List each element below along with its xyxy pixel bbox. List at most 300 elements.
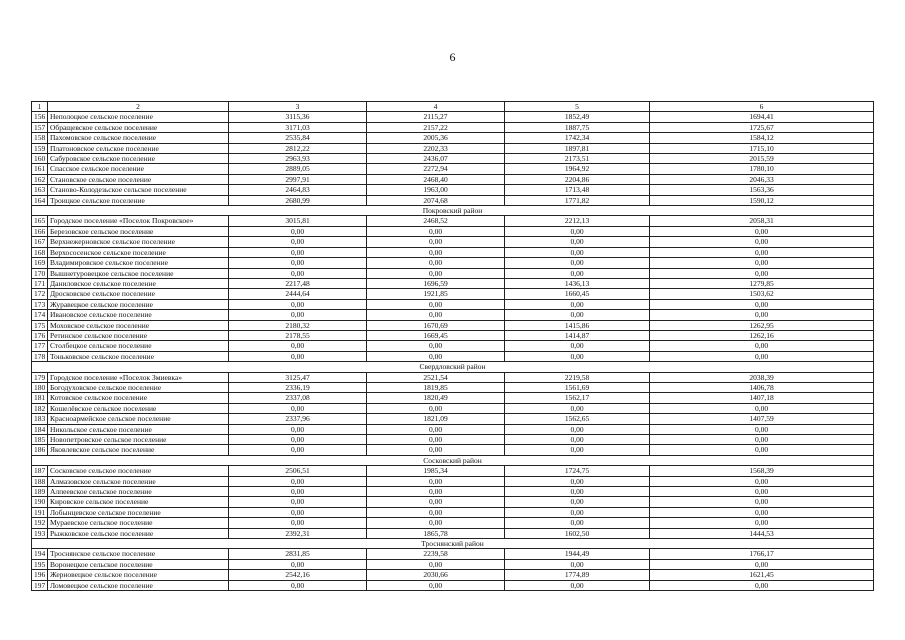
- value-col-5: 0,00: [505, 258, 650, 268]
- value-col-4: 1865,78: [367, 528, 505, 538]
- value-col-4: 2202,33: [367, 143, 505, 153]
- value-col-3: 0,00: [229, 268, 367, 278]
- value-col-4: 0,00: [367, 247, 505, 257]
- value-col-6: 1694,41: [650, 112, 874, 122]
- row-index: 175: [32, 320, 48, 330]
- settlement-name: Столбецкое сельское поселение: [48, 341, 229, 351]
- row-index: 177: [32, 341, 48, 351]
- row-index: 174: [32, 310, 48, 320]
- value-col-5: 0,00: [505, 247, 650, 257]
- value-col-6: 0,00: [650, 559, 874, 569]
- value-col-3: 0,00: [229, 580, 367, 590]
- row-index: 170: [32, 268, 48, 278]
- value-col-5: 1414,87: [505, 330, 650, 340]
- table-row: [32, 185, 874, 195]
- row-index: 168: [32, 247, 48, 257]
- value-col-4: 0,00: [367, 580, 505, 590]
- table-row: [32, 247, 874, 257]
- value-col-3: 2812,22: [229, 143, 367, 153]
- value-col-6: 1407,18: [650, 393, 874, 403]
- value-col-6: 1262,95: [650, 320, 874, 330]
- value-col-5: 1660,45: [505, 289, 650, 299]
- settlement-name: Ломовецкое сельское поселение: [48, 580, 229, 590]
- table-row: [32, 268, 874, 278]
- value-col-5: 0,00: [505, 487, 650, 497]
- value-col-6: 1780,10: [650, 164, 874, 174]
- value-col-4: 1820,49: [367, 393, 505, 403]
- value-col-5: 1887,75: [505, 122, 650, 132]
- value-col-6: 0,00: [650, 403, 874, 413]
- table-row: [32, 382, 874, 392]
- settlement-name: Обращевское сельское поселение: [48, 122, 229, 132]
- settlement-name: Мураевское сельское поселение: [48, 518, 229, 528]
- value-col-3: 0,00: [229, 299, 367, 309]
- value-col-3: 0,00: [229, 341, 367, 351]
- row-index: 183: [32, 414, 48, 424]
- value-col-5: 0,00: [505, 237, 650, 247]
- table-row: [32, 403, 874, 413]
- value-col-5: 0,00: [505, 435, 650, 445]
- value-col-3: 2535,84: [229, 133, 367, 143]
- table-row: [32, 164, 874, 174]
- value-col-6: 1766,17: [650, 549, 874, 559]
- table-row: [32, 237, 874, 247]
- settlement-name: Котовское сельское поселение: [48, 393, 229, 403]
- value-col-4: 1821,09: [367, 414, 505, 424]
- value-col-5: 1771,82: [505, 195, 650, 205]
- table-row: [32, 445, 874, 455]
- value-col-4: 0,00: [367, 507, 505, 517]
- region-header-row: [32, 362, 874, 372]
- value-col-4: 2468,52: [367, 216, 505, 226]
- settlement-name: Воронецкое сельское поселение: [48, 559, 229, 569]
- row-index: 190: [32, 497, 48, 507]
- row-index: 181: [32, 393, 48, 403]
- value-col-4: 2115,27: [367, 112, 505, 122]
- value-col-4: 0,00: [367, 310, 505, 320]
- value-col-3: 0,00: [229, 351, 367, 361]
- value-col-3: 3015,81: [229, 216, 367, 226]
- table-row: [32, 570, 874, 580]
- table-row: [32, 435, 874, 445]
- value-col-6: 2015,59: [650, 154, 874, 164]
- value-col-5: 0,00: [505, 445, 650, 455]
- settlement-name: Верхососенское сельское поселение: [48, 247, 229, 257]
- row-index: 172: [32, 289, 48, 299]
- row-index: 179: [32, 372, 48, 382]
- value-col-5: 1602,50: [505, 528, 650, 538]
- value-col-6: 0,00: [650, 247, 874, 257]
- settlement-name: Верхнежерновское сельское поселение: [48, 237, 229, 247]
- row-index: 157: [32, 122, 48, 132]
- value-col-4: 1819,85: [367, 382, 505, 392]
- settlement-name: Сабуровское сельское поселение: [48, 154, 229, 164]
- row-index: 180: [32, 382, 48, 392]
- region-name: Свердловский район: [32, 362, 874, 372]
- value-col-3: 2178,55: [229, 330, 367, 340]
- table-row: [32, 195, 874, 205]
- value-col-6: 0,00: [650, 435, 874, 445]
- row-index: 192: [32, 518, 48, 528]
- column-header-5: 5: [505, 102, 650, 112]
- row-index: 161: [32, 164, 48, 174]
- value-col-6: 2058,31: [650, 216, 874, 226]
- value-col-6: 1503,62: [650, 289, 874, 299]
- value-col-5: 0,00: [505, 226, 650, 236]
- table-row: [32, 528, 874, 538]
- value-col-4: 0,00: [367, 299, 505, 309]
- value-col-4: 0,00: [367, 559, 505, 569]
- table-row: [32, 372, 874, 382]
- table-body: [32, 112, 874, 591]
- value-col-6: 0,00: [650, 268, 874, 278]
- settlement-name: Рыжковское сельское поселение: [48, 528, 229, 538]
- column-header-2: 2: [48, 102, 229, 112]
- settlement-name: Неполоцкое сельское поселение: [48, 112, 229, 122]
- value-col-5: 1415,86: [505, 320, 650, 330]
- row-index: 158: [32, 133, 48, 143]
- table-row: [32, 330, 874, 340]
- settlement-name: Вышнетуровецкое сельское поселение: [48, 268, 229, 278]
- table-row: [32, 289, 874, 299]
- row-index: 173: [32, 299, 48, 309]
- value-col-4: 0,00: [367, 518, 505, 528]
- value-col-5: 1852,49: [505, 112, 650, 122]
- value-col-5: 1713,48: [505, 185, 650, 195]
- value-col-6: 1279,85: [650, 278, 874, 288]
- page-number: 6: [449, 50, 456, 64]
- settlements-table: [31, 101, 874, 591]
- value-col-4: 0,00: [367, 435, 505, 445]
- value-col-5: 2204,86: [505, 174, 650, 184]
- row-index: 166: [32, 226, 48, 236]
- table-row: [32, 154, 874, 164]
- table-row: [32, 549, 874, 559]
- value-col-4: 2030,66: [367, 570, 505, 580]
- value-col-5: 0,00: [505, 299, 650, 309]
- value-col-6: 0,00: [650, 226, 874, 236]
- settlement-name: Красноармейское сельское поселение: [48, 414, 229, 424]
- value-col-3: 2831,85: [229, 549, 367, 559]
- value-col-3: 0,00: [229, 310, 367, 320]
- column-header-1: 1: [32, 102, 48, 112]
- value-col-3: 0,00: [229, 518, 367, 528]
- value-col-5: 2173,51: [505, 154, 650, 164]
- settlement-name: Городское поселение «Поселок Змиевка»: [48, 372, 229, 382]
- value-col-5: 1724,75: [505, 466, 650, 476]
- settlement-name: Платоновское сельское поселение: [48, 143, 229, 153]
- value-col-4: 2436,07: [367, 154, 505, 164]
- value-col-5: 2219,58: [505, 372, 650, 382]
- value-col-4: 2521,54: [367, 372, 505, 382]
- value-col-5: 0,00: [505, 341, 650, 351]
- value-col-6: 1262,16: [650, 330, 874, 340]
- value-col-6: 1621,45: [650, 570, 874, 580]
- value-col-6: 0,00: [650, 237, 874, 247]
- value-col-4: 2272,94: [367, 164, 505, 174]
- row-index: 196: [32, 570, 48, 580]
- value-col-3: 0,00: [229, 487, 367, 497]
- settlement-name: Пахомовское сельское поселение: [48, 133, 229, 143]
- row-index: 189: [32, 487, 48, 497]
- value-col-5: 1436,13: [505, 278, 650, 288]
- settlement-name: Алмазовское сельское поселение: [48, 476, 229, 486]
- value-col-4: 1669,45: [367, 330, 505, 340]
- region-name: Сосковский район: [32, 455, 874, 465]
- row-index: 191: [32, 507, 48, 517]
- row-index: 164: [32, 195, 48, 205]
- settlement-name: Кошелёвское сельское поселение: [48, 403, 229, 413]
- value-col-4: 0,00: [367, 445, 505, 455]
- settlement-name: Станово-Колодезьское сельское поселение: [48, 185, 229, 195]
- settlement-name: Троснянское сельское поселение: [48, 549, 229, 559]
- value-col-4: 2157,22: [367, 122, 505, 132]
- table-row: [32, 278, 874, 288]
- row-index: 186: [32, 445, 48, 455]
- row-index: 194: [32, 549, 48, 559]
- value-col-6: 1406,78: [650, 382, 874, 392]
- row-index: 169: [32, 258, 48, 268]
- value-col-3: 2464,83: [229, 185, 367, 195]
- value-col-5: 1561,69: [505, 382, 650, 392]
- value-col-3: 0,00: [229, 507, 367, 517]
- row-index: 193: [32, 528, 48, 538]
- table-row: [32, 310, 874, 320]
- value-col-4: 0,00: [367, 237, 505, 247]
- row-index: 159: [32, 143, 48, 153]
- value-col-5: 0,00: [505, 497, 650, 507]
- settlement-name: Дросковское сельское поселение: [48, 289, 229, 299]
- value-col-6: 0,00: [650, 424, 874, 434]
- value-col-4: 0,00: [367, 341, 505, 351]
- row-index: 171: [32, 278, 48, 288]
- value-col-3: 0,00: [229, 403, 367, 413]
- settlement-name: Спасское сельское поселение: [48, 164, 229, 174]
- table-row: [32, 143, 874, 153]
- value-col-3: 2963,93: [229, 154, 367, 164]
- table-row: [32, 133, 874, 143]
- region-header-row: [32, 539, 874, 549]
- row-index: 195: [32, 559, 48, 569]
- value-col-6: 0,00: [650, 299, 874, 309]
- value-col-4: 0,00: [367, 487, 505, 497]
- value-col-3: 0,00: [229, 237, 367, 247]
- value-col-5: 1742,34: [505, 133, 650, 143]
- value-col-3: 2217,48: [229, 278, 367, 288]
- value-col-5: 0,00: [505, 559, 650, 569]
- value-col-6: 0,00: [650, 445, 874, 455]
- value-col-6: 2046,33: [650, 174, 874, 184]
- value-col-5: 1897,81: [505, 143, 650, 153]
- value-col-3: 2506,51: [229, 466, 367, 476]
- row-index: 197: [32, 580, 48, 590]
- settlement-name: Владимировское сельское поселение: [48, 258, 229, 268]
- value-col-3: 0,00: [229, 435, 367, 445]
- value-col-6: 2038,39: [650, 372, 874, 382]
- region-name: Троснянский район: [32, 539, 874, 549]
- value-col-6: 1584,12: [650, 133, 874, 143]
- value-col-4: 0,00: [367, 403, 505, 413]
- value-col-5: 1964,92: [505, 164, 650, 174]
- value-col-5: 0,00: [505, 518, 650, 528]
- row-index: 163: [32, 185, 48, 195]
- value-col-4: 2468,40: [367, 174, 505, 184]
- table-header-row: [32, 102, 874, 112]
- settlement-name: Сосковское сельское поселение: [48, 466, 229, 476]
- settlement-name: Тоньковское сельское поселение: [48, 351, 229, 361]
- value-col-3: 0,00: [229, 258, 367, 268]
- value-col-3: 2337,96: [229, 414, 367, 424]
- settlement-name: Троицкое сельское поселение: [48, 195, 229, 205]
- value-col-6: 0,00: [650, 497, 874, 507]
- settlement-name: Даниловское сельское поселение: [48, 278, 229, 288]
- table-row: [32, 351, 874, 361]
- value-col-5: 0,00: [505, 268, 650, 278]
- value-col-3: 3115,36: [229, 112, 367, 122]
- value-col-5: 0,00: [505, 424, 650, 434]
- region-header-row: [32, 455, 874, 465]
- value-col-6: 1444,53: [650, 528, 874, 538]
- table-row: [32, 226, 874, 236]
- value-col-3: 2336,19: [229, 382, 367, 392]
- region-header-row: [32, 206, 874, 216]
- value-col-4: 1921,85: [367, 289, 505, 299]
- value-col-4: 0,00: [367, 268, 505, 278]
- table-row: [32, 476, 874, 486]
- row-index: 176: [32, 330, 48, 340]
- row-index: 167: [32, 237, 48, 247]
- value-col-6: 1715,10: [650, 143, 874, 153]
- settlement-name: Моховское сельское поселение: [48, 320, 229, 330]
- row-index: 184: [32, 424, 48, 434]
- value-col-5: 0,00: [505, 476, 650, 486]
- value-col-3: 2180,32: [229, 320, 367, 330]
- value-col-6: 0,00: [650, 310, 874, 320]
- value-col-3: 2542,16: [229, 570, 367, 580]
- value-col-3: 0,00: [229, 424, 367, 434]
- settlement-name: Никольское сельское поселение: [48, 424, 229, 434]
- value-col-3: 0,00: [229, 559, 367, 569]
- value-col-6: 0,00: [650, 476, 874, 486]
- value-col-6: 0,00: [650, 580, 874, 590]
- value-col-5: 1944,49: [505, 549, 650, 559]
- table-row: [32, 466, 874, 476]
- value-col-4: 2239,58: [367, 549, 505, 559]
- column-header-3: 3: [229, 102, 367, 112]
- table-row: [32, 299, 874, 309]
- value-col-5: 1562,65: [505, 414, 650, 424]
- value-col-4: 0,00: [367, 258, 505, 268]
- settlement-name: Городское поселение «Поселок Покровское»: [48, 216, 229, 226]
- value-col-5: 1774,89: [505, 570, 650, 580]
- value-col-4: 1670,69: [367, 320, 505, 330]
- value-col-6: 0,00: [650, 518, 874, 528]
- value-col-4: 1696,59: [367, 278, 505, 288]
- table-row: [32, 580, 874, 590]
- value-col-3: 2392,31: [229, 528, 367, 538]
- row-index: 188: [32, 476, 48, 486]
- settlement-name: Ивановское сельское поселение: [48, 310, 229, 320]
- region-name: Покровский район: [32, 206, 874, 216]
- value-col-3: 0,00: [229, 226, 367, 236]
- value-col-5: 0,00: [505, 403, 650, 413]
- table-row: [32, 341, 874, 351]
- table-row: [32, 497, 874, 507]
- table-row: [32, 320, 874, 330]
- table-row: [32, 487, 874, 497]
- settlement-name: Алпеевское сельское поселение: [48, 487, 229, 497]
- value-col-4: 2005,36: [367, 133, 505, 143]
- settlement-name: Ретинское сельское поселение: [48, 330, 229, 340]
- value-col-4: 0,00: [367, 424, 505, 434]
- table-row: [32, 518, 874, 528]
- value-col-3: 0,00: [229, 247, 367, 257]
- settlement-name: Лобынцевское сельское поселение: [48, 507, 229, 517]
- value-col-4: 0,00: [367, 226, 505, 236]
- row-index: 160: [32, 154, 48, 164]
- value-col-6: 0,00: [650, 258, 874, 268]
- value-col-6: 1568,39: [650, 466, 874, 476]
- value-col-6: 1725,67: [650, 122, 874, 132]
- table-row: [32, 393, 874, 403]
- value-col-3: 0,00: [229, 445, 367, 455]
- table-row: [32, 216, 874, 226]
- value-col-4: 1963,00: [367, 185, 505, 195]
- value-col-6: 0,00: [650, 487, 874, 497]
- value-col-3: 3125,47: [229, 372, 367, 382]
- row-index: 185: [32, 435, 48, 445]
- value-col-4: 0,00: [367, 476, 505, 486]
- settlement-name: Журавецкое сельское поселение: [48, 299, 229, 309]
- table-row: [32, 258, 874, 268]
- value-col-6: 1563,36: [650, 185, 874, 195]
- value-col-3: 0,00: [229, 476, 367, 486]
- table-row: [32, 424, 874, 434]
- row-index: 162: [32, 174, 48, 184]
- table-row: [32, 122, 874, 132]
- row-index: 165: [32, 216, 48, 226]
- row-index: 156: [32, 112, 48, 122]
- value-col-5: 1562,17: [505, 393, 650, 403]
- value-col-6: 0,00: [650, 351, 874, 361]
- value-col-5: 0,00: [505, 310, 650, 320]
- value-col-4: 0,00: [367, 351, 505, 361]
- value-col-4: 0,00: [367, 497, 505, 507]
- column-header-4: 4: [367, 102, 505, 112]
- value-col-6: 1590,12: [650, 195, 874, 205]
- settlement-name: Березовское сельское поселение: [48, 226, 229, 236]
- table-row: [32, 112, 874, 122]
- value-col-4: 2074,68: [367, 195, 505, 205]
- row-index: 187: [32, 466, 48, 476]
- settlement-name: Кировское сельское поселение: [48, 497, 229, 507]
- value-col-3: 2889,05: [229, 164, 367, 174]
- value-col-3: 2444,64: [229, 289, 367, 299]
- settlement-name: Яковлевское сельское поселение: [48, 445, 229, 455]
- value-col-3: 2680,99: [229, 195, 367, 205]
- value-col-5: 0,00: [505, 580, 650, 590]
- value-col-3: 0,00: [229, 497, 367, 507]
- value-col-5: 0,00: [505, 507, 650, 517]
- value-col-5: 2212,13: [505, 216, 650, 226]
- settlement-name: Богодуховское сельское поселение: [48, 382, 229, 392]
- settlement-name: Становское сельское поселение: [48, 174, 229, 184]
- table-row: [32, 174, 874, 184]
- row-index: 182: [32, 403, 48, 413]
- settlement-name: Жерновецкое сельское поселение: [48, 570, 229, 580]
- table-row: [32, 414, 874, 424]
- value-col-3: 3171,03: [229, 122, 367, 132]
